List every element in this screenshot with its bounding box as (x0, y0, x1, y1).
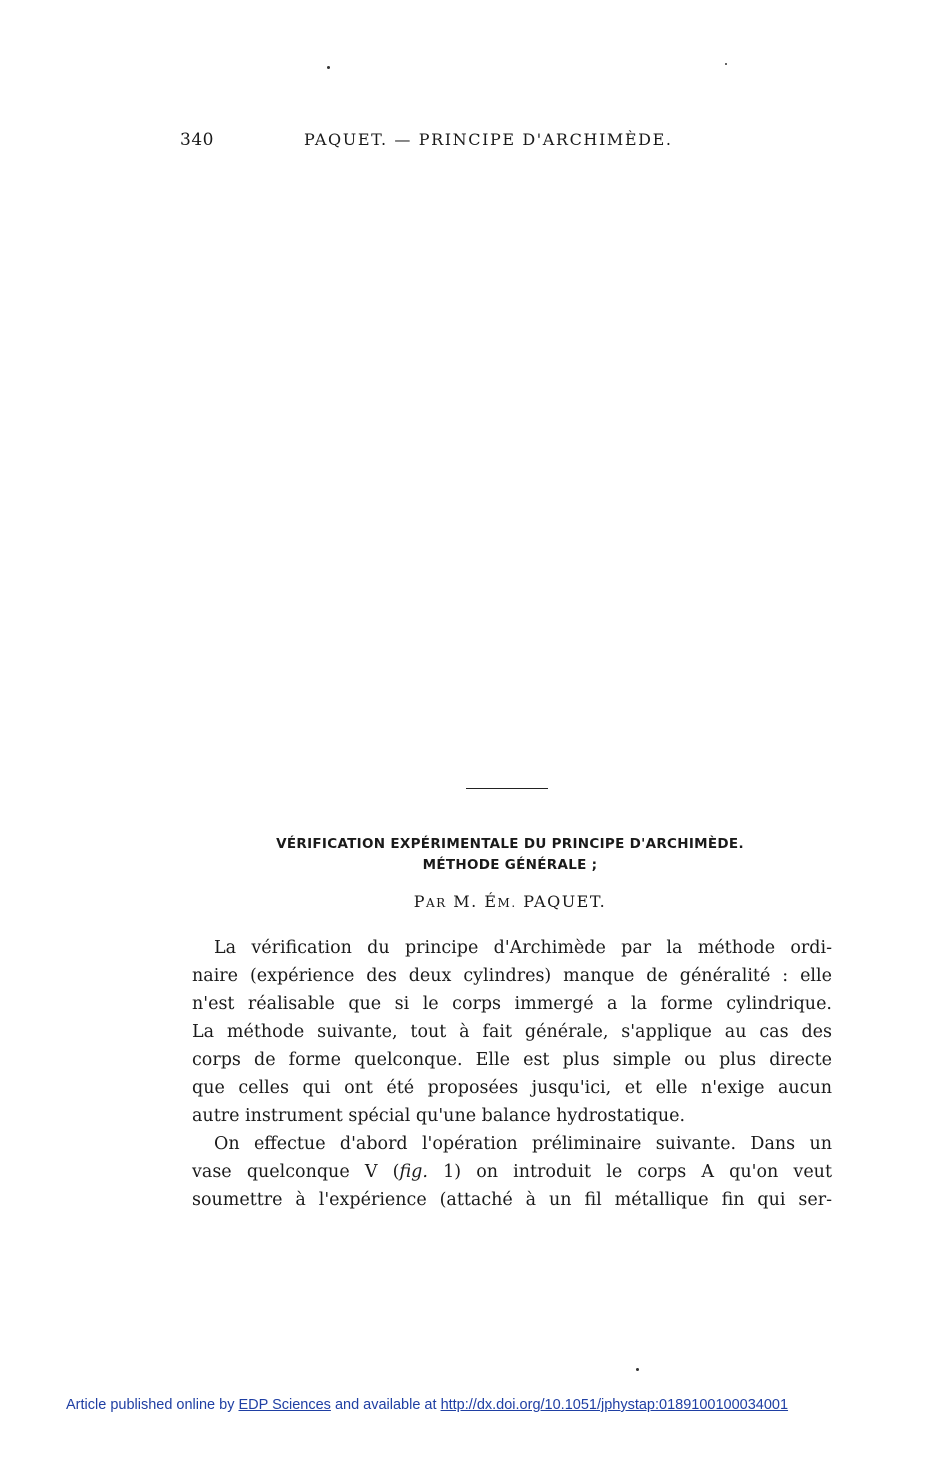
byline-em-initial: É (484, 892, 498, 911)
byline-par-rest: AR (426, 896, 447, 910)
body-line: que celles qui ont été proposées jusqu'ici, et elle n'exige aucun (192, 1078, 832, 1098)
page-number: 340 (180, 130, 214, 150)
body-line: La méthode suivante, tout à fait générale, s'applique au cas des (192, 1022, 832, 1042)
article-title: VÉRIFICATION EXPÉRIMENTALE DU PRINCIPE D'ARCHIMÈDE. (276, 836, 744, 852)
article-subtitle: MÉTHODE GÉNÉRALE ; (422, 857, 598, 873)
running-head: PAQUET. — PRINCIPE D'ARCHIMÈDE. (304, 130, 673, 149)
doi-link[interactable]: http://dx.doi.org/10.1051/jphystap:0189100100034001 (440, 1397, 789, 1413)
author-byline (190, 892, 830, 911)
print-speck (725, 63, 727, 65)
body-line: soumettre à l'expérience (attaché à un fil métallique fin qui ser- (192, 1190, 832, 1210)
body-line: corps de forme quelconque. Elle est plus simple ou plus directe (192, 1050, 832, 1070)
body-line: autre instrument spécial qu'une balance hydrostatique. (192, 1106, 686, 1126)
body-line: n'est réalisable que si le corps immergé a la forme cylindrique. (192, 994, 832, 1014)
body-line (192, 1158, 832, 1186)
byline-name: PAQUET. (516, 892, 607, 911)
byline-par-initial: P (413, 892, 426, 911)
footer-prefix: Article published online by (66, 1397, 239, 1413)
fig-reference: fig. (399, 1162, 428, 1182)
byline-m: M. (446, 892, 485, 911)
section-rule (466, 788, 548, 789)
print-speck (327, 66, 330, 69)
byline-em-rest: M. (497, 896, 517, 910)
footer-middle: and available at (330, 1397, 441, 1413)
body-text: vase quelconque V ( (192, 1162, 400, 1182)
body-text: 1) on introduit le corps A qu'on veut (427, 1162, 832, 1182)
print-speck (636, 1368, 639, 1371)
body-line: naire (expérience des deux cylindres) manque de généralité : elle (192, 966, 832, 986)
body-line: On effectue d'abord l'opération préliminaire suivante. Dans un (214, 1134, 832, 1154)
body-line: La vérification du principe d'Archimède par la méthode ordi- (214, 938, 832, 958)
publisher-link[interactable]: EDP Sciences (238, 1397, 331, 1413)
publication-footer (66, 1397, 788, 1413)
